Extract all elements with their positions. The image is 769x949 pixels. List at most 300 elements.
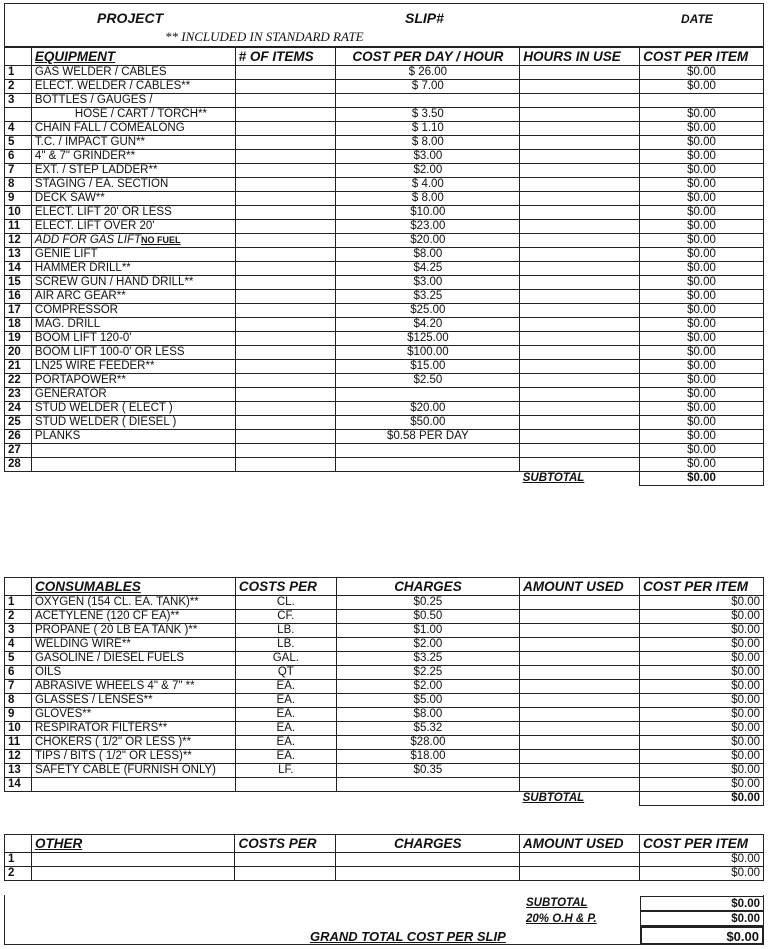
equipment-header-row (5, 48, 764, 66)
equipment-name-text: DECK SAW** (34, 192, 105, 204)
equipment-name (31, 248, 235, 262)
hours-in-use-cell[interactable] (520, 402, 640, 416)
section-gap (5, 486, 764, 499)
items-count-cell[interactable] (235, 388, 336, 402)
charge-cell: $2.25 (336, 666, 519, 680)
hours-in-use-cell[interactable] (520, 360, 640, 374)
rate-cell: $125.00 (336, 332, 520, 346)
table-row (5, 136, 764, 150)
amount-used-cell[interactable] (520, 736, 640, 750)
equipment-subtotal-value: $0.00 (640, 472, 764, 486)
cost-per-item-cell: $0.00 (640, 262, 764, 276)
rate-cell: $3.25 (336, 290, 520, 304)
rate-cell: $ 8.00 (336, 136, 520, 150)
items-count-cell[interactable] (235, 402, 336, 416)
row-number: 27 (5, 444, 32, 458)
rate-cell: $3.00 (336, 150, 520, 164)
items-count-cell[interactable] (235, 164, 336, 178)
header-spacer (5, 578, 32, 596)
hours-in-use-cell[interactable] (520, 108, 640, 122)
other-header-row (5, 835, 764, 853)
items-count-cell[interactable] (235, 234, 336, 248)
cost-per-item-cell: $0.00 (640, 388, 764, 402)
table-row (5, 638, 764, 652)
cost-per-item-cell: $0.00 (640, 234, 764, 248)
rate-cell: $3.00 (336, 276, 520, 290)
equipment-name-text: 4" & 7" GRINDER** (34, 150, 136, 162)
table-row (5, 108, 764, 122)
table-row (5, 458, 764, 472)
equipment-name (31, 402, 235, 416)
charge-cell[interactable] (336, 867, 520, 881)
table-row (5, 402, 764, 416)
row-number: 26 (5, 430, 32, 444)
unit-cell: CL. (235, 596, 336, 610)
equipment-name-text: PORTAPOWER** (34, 374, 126, 386)
cost-per-item-cell: $0.00 (640, 304, 764, 318)
charge-cell: $5.32 (336, 722, 519, 736)
items-count-cell[interactable] (235, 248, 336, 262)
rate-cell: $ 7.00 (336, 80, 520, 94)
row-number: 1 (5, 853, 32, 867)
equipment-name-text: EXT. / STEP LADDER** (34, 164, 158, 176)
charge-cell: $5.00 (336, 694, 519, 708)
rate-cell: $ 4.00 (336, 178, 520, 192)
equipment-name (31, 374, 235, 388)
equipment-name (31, 318, 235, 332)
charge-cell: $0.25 (336, 596, 519, 610)
blank-cell (5, 472, 520, 486)
cost-per-item-cell: $0.00 (640, 66, 764, 80)
items-count-cell[interactable] (235, 66, 336, 80)
hours-in-use-cell[interactable] (520, 458, 640, 472)
hours-in-use-cell[interactable] (520, 444, 640, 458)
items-count-cell[interactable] (235, 332, 336, 346)
equipment-name-text: LN25 WIRE FEEDER** (34, 360, 155, 372)
amount-used-cell[interactable] (520, 867, 640, 881)
no-fuel-note: NO FUEL (141, 235, 181, 245)
table-row (5, 360, 764, 374)
cost-per-item-cell: $0.00 (640, 346, 764, 360)
cost-per-item-cell: $0.00 (640, 764, 764, 778)
other-name-cell[interactable] (31, 853, 235, 867)
row-number: 18 (5, 318, 32, 332)
rate-cell: $2.00 (336, 164, 520, 178)
cost-per-item-cell: $0.00 (640, 680, 764, 694)
hours-in-use-cell[interactable] (520, 136, 640, 150)
column-header: COST PER ITEM (640, 578, 764, 596)
row-number: 17 (5, 304, 32, 318)
hours-in-use-cell[interactable] (520, 276, 640, 290)
hours-in-use-cell[interactable] (520, 80, 640, 94)
equipment-name-text: PLANKS (34, 430, 81, 442)
row-number: 13 (5, 764, 32, 778)
slip-number-label: SLIP# (405, 10, 444, 26)
rate-cell: $8.00 (336, 248, 520, 262)
unit-cell: EA. (235, 708, 336, 722)
cost-per-item-cell (640, 94, 764, 108)
row-number: 9 (5, 708, 32, 722)
grand-total-label: GRAND TOTAL COST PER SLIP (310, 929, 506, 944)
items-count-cell[interactable] (235, 430, 336, 444)
rate-cell: $ 1.10 (336, 122, 520, 136)
amount-used-cell[interactable] (520, 624, 640, 638)
row-number: 28 (5, 458, 32, 472)
consumables-subtotal-value: $0.00 (640, 792, 764, 806)
table-row (5, 290, 764, 304)
unit-cell: LB. (235, 624, 336, 638)
other-subtotal-value: $0.00 (640, 896, 764, 911)
consumable-name: GLASSES / LENSES** (31, 694, 235, 708)
row-number: 12 (5, 750, 32, 764)
charge-cell (336, 778, 519, 792)
charge-cell: $8.00 (336, 708, 519, 722)
hours-in-use-cell[interactable] (520, 178, 640, 192)
row-number: 21 (5, 360, 32, 374)
rate-cell: $ 8.00 (336, 192, 520, 206)
cost-per-item-cell: $0.00 (640, 867, 764, 881)
other-table (4, 834, 764, 881)
amount-used-cell[interactable] (520, 694, 640, 708)
row-number: 19 (5, 332, 32, 346)
project-label: PROJECT (97, 10, 164, 26)
equipment-name (31, 262, 235, 276)
other-subtotal-label: SUBTOTAL (526, 897, 588, 909)
consumables-subtotal-label: SUBTOTAL (522, 792, 585, 805)
equipment-name-text: HAMMER DRILL** (34, 262, 131, 274)
column-header: HOURS IN USE (520, 48, 640, 66)
cost-per-item-cell: $0.00 (640, 248, 764, 262)
row-number: 5 (5, 652, 32, 666)
items-count-cell[interactable] (235, 318, 336, 332)
hours-in-use-cell[interactable] (520, 248, 640, 262)
hours-in-use-cell[interactable] (520, 150, 640, 164)
items-count-cell[interactable] (235, 178, 336, 192)
charge-cell: $18.00 (336, 750, 519, 764)
table-row (5, 276, 764, 290)
equipment-name (31, 430, 235, 444)
unit-cell[interactable] (235, 853, 336, 867)
cost-per-item-cell: $0.00 (640, 206, 764, 220)
equipment-name (31, 276, 235, 290)
cost-per-item-cell: $0.00 (640, 444, 764, 458)
table-row (5, 332, 764, 346)
hours-in-use-cell[interactable] (520, 122, 640, 136)
cost-per-item-cell: $0.00 (640, 192, 764, 206)
header-spacer (5, 835, 32, 853)
unit-cell: QT (235, 666, 336, 680)
cost-per-item-cell: $0.00 (640, 430, 764, 444)
rate-cell: $25.00 (336, 304, 520, 318)
unit-cell[interactable] (235, 867, 336, 881)
amount-used-cell[interactable] (520, 610, 640, 624)
cost-per-item-cell: $0.00 (640, 332, 764, 346)
equipment-name (31, 332, 235, 346)
cost-per-item-cell: $0.00 (640, 694, 764, 708)
equipment-name (31, 94, 235, 108)
row-number: 24 (5, 402, 32, 416)
rate-cell (336, 458, 520, 472)
row-number: 15 (5, 276, 32, 290)
table-row (5, 694, 764, 708)
consumable-name: ACETYLENE (120 CF EA)** (31, 610, 235, 624)
table-row (5, 853, 764, 867)
items-count-cell[interactable] (235, 346, 336, 360)
items-count-cell[interactable] (235, 304, 336, 318)
cost-per-item-cell: $0.00 (640, 136, 764, 150)
items-count-cell[interactable] (235, 458, 336, 472)
rate-cell: $15.00 (336, 360, 520, 374)
consumable-name: GASOLINE / DIESEL FUELS (31, 652, 235, 666)
cost-per-item-cell: $0.00 (640, 150, 764, 164)
unit-cell: EA. (235, 680, 336, 694)
equipment-name (31, 178, 235, 192)
amount-used-cell[interactable] (520, 680, 640, 694)
cost-per-item-cell: $0.00 (640, 666, 764, 680)
hours-in-use-cell[interactable] (520, 346, 640, 360)
charge-cell[interactable] (336, 853, 520, 867)
hours-in-use-cell[interactable] (520, 388, 640, 402)
row-number: 11 (5, 736, 32, 750)
cost-per-item-cell: $0.00 (640, 108, 764, 122)
consumable-name: TIPS / BITS ( 1/2" OR LESS)** (31, 750, 235, 764)
items-count-cell[interactable] (235, 360, 336, 374)
items-count-cell[interactable] (235, 262, 336, 276)
hours-in-use-cell[interactable] (520, 290, 640, 304)
cost-per-item-cell: $0.00 (640, 458, 764, 472)
table-row (5, 66, 764, 80)
column-header: COSTS PER (235, 835, 336, 853)
equipment-name-text: STUD WELDER ( DIESEL ) (34, 416, 177, 428)
cost-per-item-cell: $0.00 (640, 178, 764, 192)
charge-cell: $0.50 (336, 610, 519, 624)
hours-in-use-cell[interactable] (520, 262, 640, 276)
amount-used-cell[interactable] (520, 750, 640, 764)
row-number: 1 (5, 596, 32, 610)
amount-used-cell[interactable] (520, 666, 640, 680)
row-number: 16 (5, 290, 32, 304)
table-row (5, 680, 764, 694)
equipment-name-text: GENIE LIFT (34, 248, 98, 260)
equipment-name (31, 108, 235, 122)
charge-cell: $3.25 (336, 652, 519, 666)
row-number: 6 (5, 666, 32, 680)
column-header: COST PER DAY / HOUR (336, 48, 520, 66)
equipment-subtotal-label: SUBTOTAL (522, 472, 585, 485)
consumables-heading: CONSUMABLES (31, 578, 235, 596)
rate-cell: $20.00 (336, 402, 520, 416)
equipment-name (31, 206, 235, 220)
cost-per-item-cell: $0.00 (640, 290, 764, 304)
items-count-cell[interactable] (235, 150, 336, 164)
rate-cell: $ 3.50 (336, 108, 520, 122)
other-heading: OTHER (31, 835, 235, 853)
cost-per-item-cell: $0.00 (640, 624, 764, 638)
hours-in-use-cell[interactable] (520, 234, 640, 248)
unit-cell: EA. (235, 722, 336, 736)
unit-cell: GAL. (235, 652, 336, 666)
date-label: DATE (681, 12, 713, 26)
hours-in-use-cell[interactable] (520, 164, 640, 178)
amount-used-cell[interactable] (520, 708, 640, 722)
consumables-header-row (5, 578, 764, 596)
items-count-cell[interactable] (235, 108, 336, 122)
hours-in-use-cell[interactable] (520, 374, 640, 388)
items-count-cell[interactable] (235, 374, 336, 388)
unit-cell: EA. (235, 736, 336, 750)
table-row (5, 374, 764, 388)
column-header: # OF ITEMS (235, 48, 336, 66)
hours-in-use-cell[interactable] (520, 206, 640, 220)
table-row (5, 346, 764, 360)
items-count-cell[interactable] (235, 136, 336, 150)
included-rate-note: ** INCLUDED IN STANDARD RATE (165, 29, 364, 44)
consumables-table (4, 577, 764, 806)
hours-in-use-cell[interactable] (520, 318, 640, 332)
equipment-name-text: ADD FOR GAS LIFT (34, 234, 141, 246)
table-row (5, 150, 764, 164)
row-number: 7 (5, 680, 32, 694)
hours-in-use-cell[interactable] (520, 94, 640, 108)
cost-slip-sheet (4, 3, 764, 945)
row-number: 14 (5, 262, 32, 276)
hours-in-use-cell[interactable] (520, 416, 640, 430)
table-row (5, 867, 764, 881)
items-count-cell[interactable] (235, 416, 336, 430)
table-row (5, 122, 764, 136)
rate-cell: $4.20 (336, 318, 520, 332)
unit-cell: CF. (235, 610, 336, 624)
equipment-name-text: SCREW GUN / HAND DRILL** (34, 276, 194, 288)
amount-used-cell[interactable] (520, 778, 640, 792)
cost-per-item-cell: $0.00 (640, 122, 764, 136)
rate-cell (336, 94, 520, 108)
table-row (5, 764, 764, 778)
table-row (5, 80, 764, 94)
amount-used-cell[interactable] (520, 638, 640, 652)
amount-used-cell[interactable] (520, 722, 640, 736)
row-number: 3 (5, 624, 32, 638)
table-row (5, 416, 764, 430)
row-number: 2 (5, 867, 32, 881)
hours-in-use-cell[interactable] (520, 220, 640, 234)
rate-cell: $23.00 (336, 220, 520, 234)
table-row (5, 778, 764, 792)
items-count-cell[interactable] (235, 444, 336, 458)
cost-per-item-cell: $0.00 (640, 220, 764, 234)
items-count-cell[interactable] (235, 192, 336, 206)
equipment-name (31, 346, 235, 360)
rate-cell: $100.00 (336, 346, 520, 360)
equipment-name-text: HOSE / CART / TORCH** (74, 108, 207, 120)
rate-cell: $20.00 (336, 234, 520, 248)
table-row (5, 708, 764, 722)
other-name-cell[interactable] (31, 867, 235, 881)
hours-in-use-cell[interactable] (520, 430, 640, 444)
equipment-name (31, 234, 235, 248)
table-row (5, 304, 764, 318)
equipment-name-text: ELECT. LIFT OVER 20' (34, 220, 155, 232)
items-count-cell[interactable] (235, 290, 336, 304)
rate-cell: $0.58 PER DAY (336, 430, 520, 444)
consumable-name: RESPIRATOR FILTERS** (31, 722, 235, 736)
charge-cell: $2.00 (336, 638, 519, 652)
amount-used-cell[interactable] (520, 853, 640, 867)
equipment-name-text: ELECT. LIFT 20' OR LESS (34, 206, 172, 218)
cost-per-item-cell: $0.00 (640, 276, 764, 290)
equipment-name (31, 80, 235, 94)
equipment-name (31, 136, 235, 150)
equipment-name (31, 164, 235, 178)
equipment-name (31, 416, 235, 430)
items-count-cell[interactable] (235, 276, 336, 290)
row-number: 5 (5, 136, 32, 150)
amount-used-cell[interactable] (520, 764, 640, 778)
hours-in-use-cell[interactable] (520, 192, 640, 206)
rate-cell: $10.00 (336, 206, 520, 220)
equipment-name-text: COMPRESSOR (34, 304, 118, 316)
cost-per-item-cell: $0.00 (640, 750, 764, 764)
amount-used-cell[interactable] (520, 652, 640, 666)
hours-in-use-cell[interactable] (520, 332, 640, 346)
table-row (5, 164, 764, 178)
equipment-table (4, 47, 764, 498)
row-number: 14 (5, 778, 32, 792)
equipment-name-text: STUD WELDER ( ELECT ) (34, 402, 173, 414)
table-row (5, 248, 764, 262)
cost-per-item-cell: $0.00 (640, 416, 764, 430)
charge-cell: $0.35 (336, 764, 519, 778)
row-number: 10 (5, 722, 32, 736)
consumable-name: SAFETY CABLE (FURNISH ONLY) (31, 764, 235, 778)
items-count-cell[interactable] (235, 122, 336, 136)
charge-cell: $2.00 (336, 680, 519, 694)
items-count-cell[interactable] (235, 94, 336, 108)
equipment-name-text: GAS WELDER / CABLES (34, 66, 167, 78)
table-row (5, 192, 764, 206)
unit-cell: LB. (235, 638, 336, 652)
overhead-profit-label: 20% O.H & P. (526, 913, 597, 925)
table-row (5, 430, 764, 444)
cost-per-item-cell: $0.00 (640, 722, 764, 736)
consumables-subtotal-row (5, 792, 764, 806)
equipment-subtotal-row (5, 472, 764, 486)
hours-in-use-cell[interactable] (520, 304, 640, 318)
amount-used-cell[interactable] (520, 596, 640, 610)
equipment-name-text: GENERATOR (34, 388, 107, 400)
row-number: 20 (5, 346, 32, 360)
cost-per-item-cell: $0.00 (640, 610, 764, 624)
items-count-cell[interactable] (235, 220, 336, 234)
row-number: 8 (5, 178, 32, 192)
items-count-cell[interactable] (235, 206, 336, 220)
table-row (5, 388, 764, 402)
equipment-name-text: STAGING / EA. SECTION (34, 178, 169, 190)
slip-totals (4, 896, 764, 945)
cost-per-item-cell: $0.00 (640, 318, 764, 332)
hours-in-use-cell[interactable] (520, 66, 640, 80)
items-count-cell[interactable] (235, 80, 336, 94)
row-number: 25 (5, 416, 32, 430)
consumable-name: PROPANE ( 20 LB EA TANK )** (31, 624, 235, 638)
equipment-name (31, 150, 235, 164)
equipment-name-text: T.C. / IMPACT GUN** (34, 136, 146, 148)
table-row (5, 736, 764, 750)
consumable-name: ABRASIVE WHEELS 4" & 7" ** (31, 680, 235, 694)
consumable-name: WELDING WIRE** (31, 638, 235, 652)
equipment-name (31, 192, 235, 206)
cost-per-item-cell: $0.00 (640, 596, 764, 610)
